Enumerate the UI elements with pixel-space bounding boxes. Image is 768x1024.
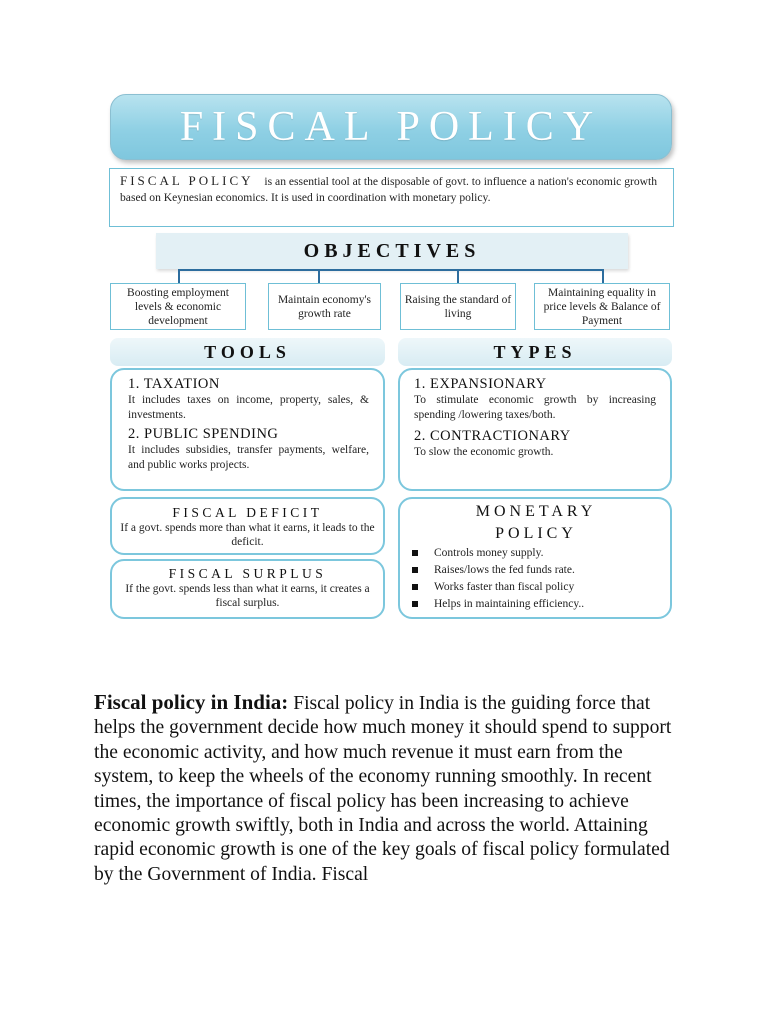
bullet-icon xyxy=(412,601,418,607)
fiscal-deficit-body: If a govt. spends more than what it earns, it leads to the deficit. xyxy=(120,522,375,548)
tools-header: TOOLS xyxy=(110,338,385,366)
types-box xyxy=(398,368,672,491)
monetary-title-line1: MONETARY xyxy=(475,503,597,520)
bullet-icon xyxy=(412,567,418,573)
definition-box xyxy=(109,168,674,227)
paragraph-lead: Fiscal policy in India: xyxy=(94,690,289,714)
objective-employment: Boosting employment levels & economic development xyxy=(110,283,246,330)
tool-taxation-title: 1. TAXATION xyxy=(128,376,220,392)
definition-text: is an essential tool at the disposable of govt. to influence a nation's economic growth based on Keynesian economics. It is used in coordination with monetary policy. xyxy=(120,175,658,204)
monetary-point-text: Raises/lows the fed funds rate. xyxy=(434,564,575,576)
tool-public-spending-title: 2. PUBLIC SPENDING xyxy=(128,426,279,442)
fiscal-surplus-title: FISCAL SURPLUS xyxy=(168,566,327,581)
monetary-point-text: Works faster than fiscal policy xyxy=(434,581,575,593)
definition-lead: FISCAL POLICY xyxy=(120,173,254,188)
tool-taxation-body: It includes taxes on income, property, sales, & investments. xyxy=(128,394,369,421)
fiscal-surplus-box xyxy=(110,559,385,619)
objective-growth-rate: Maintain economy's growth rate xyxy=(268,283,381,330)
bullet-icon xyxy=(412,584,418,590)
paragraph-text: Fiscal policy in India is the guiding force that helps the government decide how much money it should spend to support the economic activity, and how much revenue it must earn from the system, to keep the wheels of the economy running smoothly. In recent times, the importance of fiscal policy has been increasing to achieve economic growth swiftly, both in India and across the world. Attaining rapid economic growth is one of the key goals of fiscal policy formulated by the Government of India. Fiscal xyxy=(94,693,672,885)
monetary-point-text: Controls money supply. xyxy=(434,547,544,559)
objective-standard-of-living: Raising the standard of living xyxy=(400,283,516,330)
monetary-title-line2: POLICY xyxy=(495,525,577,542)
fiscal-surplus-body: If the govt. spends less than what it earns, it creates a fiscal surplus. xyxy=(125,583,370,609)
type-contractionary-body: To slow the economic growth. xyxy=(414,446,554,458)
tool-public-spending-body: It includes subsidies, transfer payments, welfare, and public works projects. xyxy=(128,444,369,471)
connector-drop-4 xyxy=(602,269,604,283)
objective-price-equality: Maintaining equality in price levels & Balance of Payment xyxy=(534,283,670,330)
monetary-policy-title xyxy=(410,501,662,545)
fiscal-deficit-title: FISCAL DEFICIT xyxy=(172,505,323,520)
type-contractionary-title: 2. CONTRACTIONARY xyxy=(414,428,571,444)
tools-box xyxy=(110,368,385,491)
monetary-policy-box xyxy=(398,497,672,619)
monetary-point-text: Helps in maintaining efficiency.. xyxy=(434,598,585,610)
body-paragraph xyxy=(94,690,684,887)
monetary-point xyxy=(410,579,662,596)
type-expansionary-body: To stimulate economic growth by increasing spending /lowering taxes/both. xyxy=(414,394,656,421)
connector-drop-1 xyxy=(178,269,180,283)
objectives-header: OBJECTIVES xyxy=(156,233,628,269)
bullet-icon xyxy=(412,550,418,556)
infographic-title: FISCAL POLICY xyxy=(110,94,672,160)
type-expansionary-title: 1. EXPANSIONARY xyxy=(414,376,547,392)
fiscal-deficit-box xyxy=(110,497,385,555)
connector-drop-3 xyxy=(457,269,459,283)
monetary-policy-list xyxy=(410,545,662,613)
monetary-point xyxy=(410,545,662,562)
types-header: TYPES xyxy=(398,338,672,366)
monetary-point xyxy=(410,596,662,613)
connector-drop-2 xyxy=(318,269,320,283)
monetary-point xyxy=(410,562,662,579)
connector-horizontal xyxy=(178,269,604,271)
